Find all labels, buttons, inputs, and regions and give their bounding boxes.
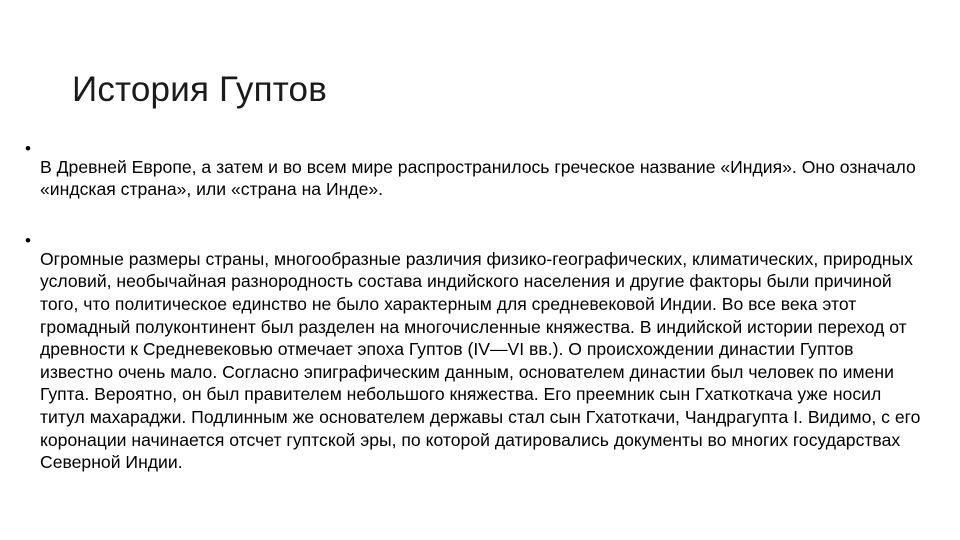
slide-body <box>22 138 922 503</box>
bullet-icon: • <box>25 139 31 158</box>
paragraph-text: В Древней Европе, а затем и во всем мире распространилось греческое название «Индия». Оно означало «индская страна», или «страна на Инде». <box>40 156 916 200</box>
paragraph-text: Огромные размеры страны, многообразные различия физико-географических, климатических, природных условий, необычайная разнородность состава индийского населения и другие факторы были причиной того, что политическое единство не было характерным для средневековой Индии. Во все века этот громадный полуконтинент был разделен на многочисленные княжества. В индийской истории переход от древности к Средневековью отмечает эпоха Гуптов (IV—VI вв.). О происхождении династии Гуптов известно очень мало. Согласно эпиграфическим данным, основателем династии был человек по имени Гупта. Вероятно, он был правителем небольшого княжества. Его преемник сын Гхаткоткача уже носил титул махараджи. Подлинным же основателем державы стал сын Гхатоткачи, Чандрагупта I. Видимо, с его коронации начинается отсчет гуптской эры, по которой датировались документы во многих государствах Северной Индии. <box>40 248 921 473</box>
page-title: История Гуптов <box>72 70 328 110</box>
bullet-icon: • <box>25 231 31 251</box>
list-item <box>22 230 922 491</box>
list-item <box>22 138 922 218</box>
